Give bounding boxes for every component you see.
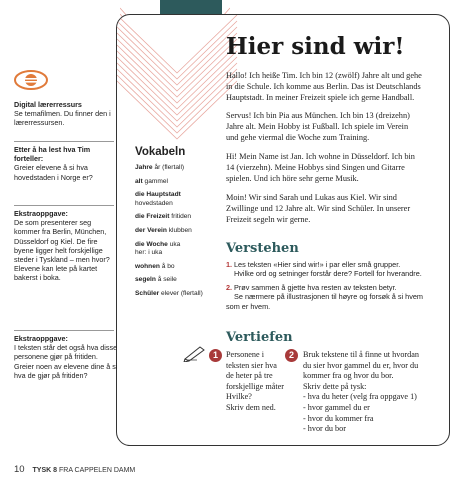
extra-task-1-title: Ekstraoppgave:	[14, 209, 68, 218]
verstehen-task-2: 2. Prøv sammen å gjette hva resten av teksten betyr. Se nærmere på illustrasjonen til høyre og forsøk å si hvem som er hvem.	[226, 283, 423, 311]
verstehen-task-1: 1. Les teksten «Hier sind wir!» i par eller små grupper. Hvilke ord og setninger forstår dere? Fortell for hverandre.	[226, 260, 422, 279]
page-footer	[14, 464, 135, 475]
digital-resource-icon	[14, 66, 48, 94]
vertiefen-number-1: 1	[209, 349, 222, 362]
extra-task-2-text: I teksten står det også hva disse personene gjør på fritiden. Greier noen av elevene dine å si hva de gjør på fritiden?	[14, 343, 118, 380]
paragraph-jan: Hi! Mein Name ist Jan. Ich wohne in Düsseldorf. Ich bin 14 (vierzehn). Meine Hobbys sind Singen und Gitarre spielen. Und ich höre sehr gerne Musik.	[226, 152, 415, 184]
digital-resource-note	[14, 100, 118, 128]
vocab-item: alt gammel	[135, 177, 168, 185]
vocabulary-box	[135, 146, 225, 304]
vertiefen-task-2: Bruk tekstene til å finne ut hvordan du sier hvor gammel du er, hvor du kommer fra og hvor du bor. Skriv dette på tysk: - hva du heter (velg fra oppgave 1) - hvor gammel du er - hvor du kommer fra - hvor du bor	[303, 350, 419, 434]
extra-task-1	[14, 205, 118, 283]
vocab-item: die Woche uka her: i uka	[135, 240, 181, 257]
page-title: Hier sind wir!	[226, 33, 405, 60]
vocab-item: der Verein klubben	[135, 226, 192, 234]
verstehen-heading: Verstehen	[226, 241, 299, 256]
tip-text: Greier elevene å si hva hovedstaden i Norge er?	[14, 163, 93, 182]
vocab-item: segeln å seile	[135, 276, 177, 284]
publisher: FRA CAPPELEN DAMM	[59, 467, 136, 474]
extra-task-2	[14, 330, 118, 380]
page-number: 10	[14, 464, 25, 475]
pencil-icon	[183, 344, 207, 362]
digital-resource-title: Digital lærerressurs	[14, 100, 82, 109]
tip-title: Etter å ha lest hva Tim forteller:	[14, 145, 91, 164]
digital-resource-text: Se temafilmen. Du finner den i lærerressursen.	[14, 109, 111, 128]
extra-task-1-text: De som presenterer seg kommer fra Berlin, München, Düsseldorf og Kiel. De fire byene ligger helt forskjellige steder i Tyskland – men hvor? Elevene kan lete på kartet bakerst i boka.	[14, 218, 110, 283]
vertiefen-heading: Vertiefen	[226, 330, 293, 345]
extra-task-2-title: Ekstraoppgave:	[14, 334, 68, 343]
vertiefen-task-1: Personene i teksten sier hva de heter på tre forskjellige måter Hvilke? Skriv dem ned.	[226, 350, 284, 412]
book-title: TYSK 8	[32, 467, 58, 474]
vocab-item: Schüler elever (flertall)	[135, 289, 203, 297]
vocab-item: die Hauptstadt hovedstaden	[135, 191, 181, 207]
paragraph-tim: Hallo! Ich heiße Tim. Ich bin 12 (zwölf) Jahre alt und gehe in die Schule. Ich komme aus Berlin. Das ist Deutschlands Hauptstadt. In meiner Freizeit spiele ich gerne Handball.	[226, 71, 422, 103]
tip-note	[14, 141, 118, 182]
vocabulary-title: Vokabeln	[135, 146, 186, 158]
vertiefen-number-2: 2	[285, 349, 298, 362]
paragraph-sarah-lukas: Moin! Wir sind Sarah und Lukas aus Kiel. Wir sind Zwillinge und 12 Jahre alt. Wir sind Schüler. In unserer Freizeit segeln wir gerne.	[226, 193, 411, 225]
vocab-item: wohnen å bo	[135, 262, 175, 270]
vocab-item: die Freizeit fritiden	[135, 213, 192, 221]
vocab-item: Jahre år (flertall)	[135, 164, 185, 171]
paragraph-pia: Servus! Ich bin Pia aus München. Ich bin 13 (dreizehn) Jahre alt. Mein Hobby ist Fußball. Ich spiele im Verein und gehe viermal die Woche zum Training.	[226, 111, 410, 143]
